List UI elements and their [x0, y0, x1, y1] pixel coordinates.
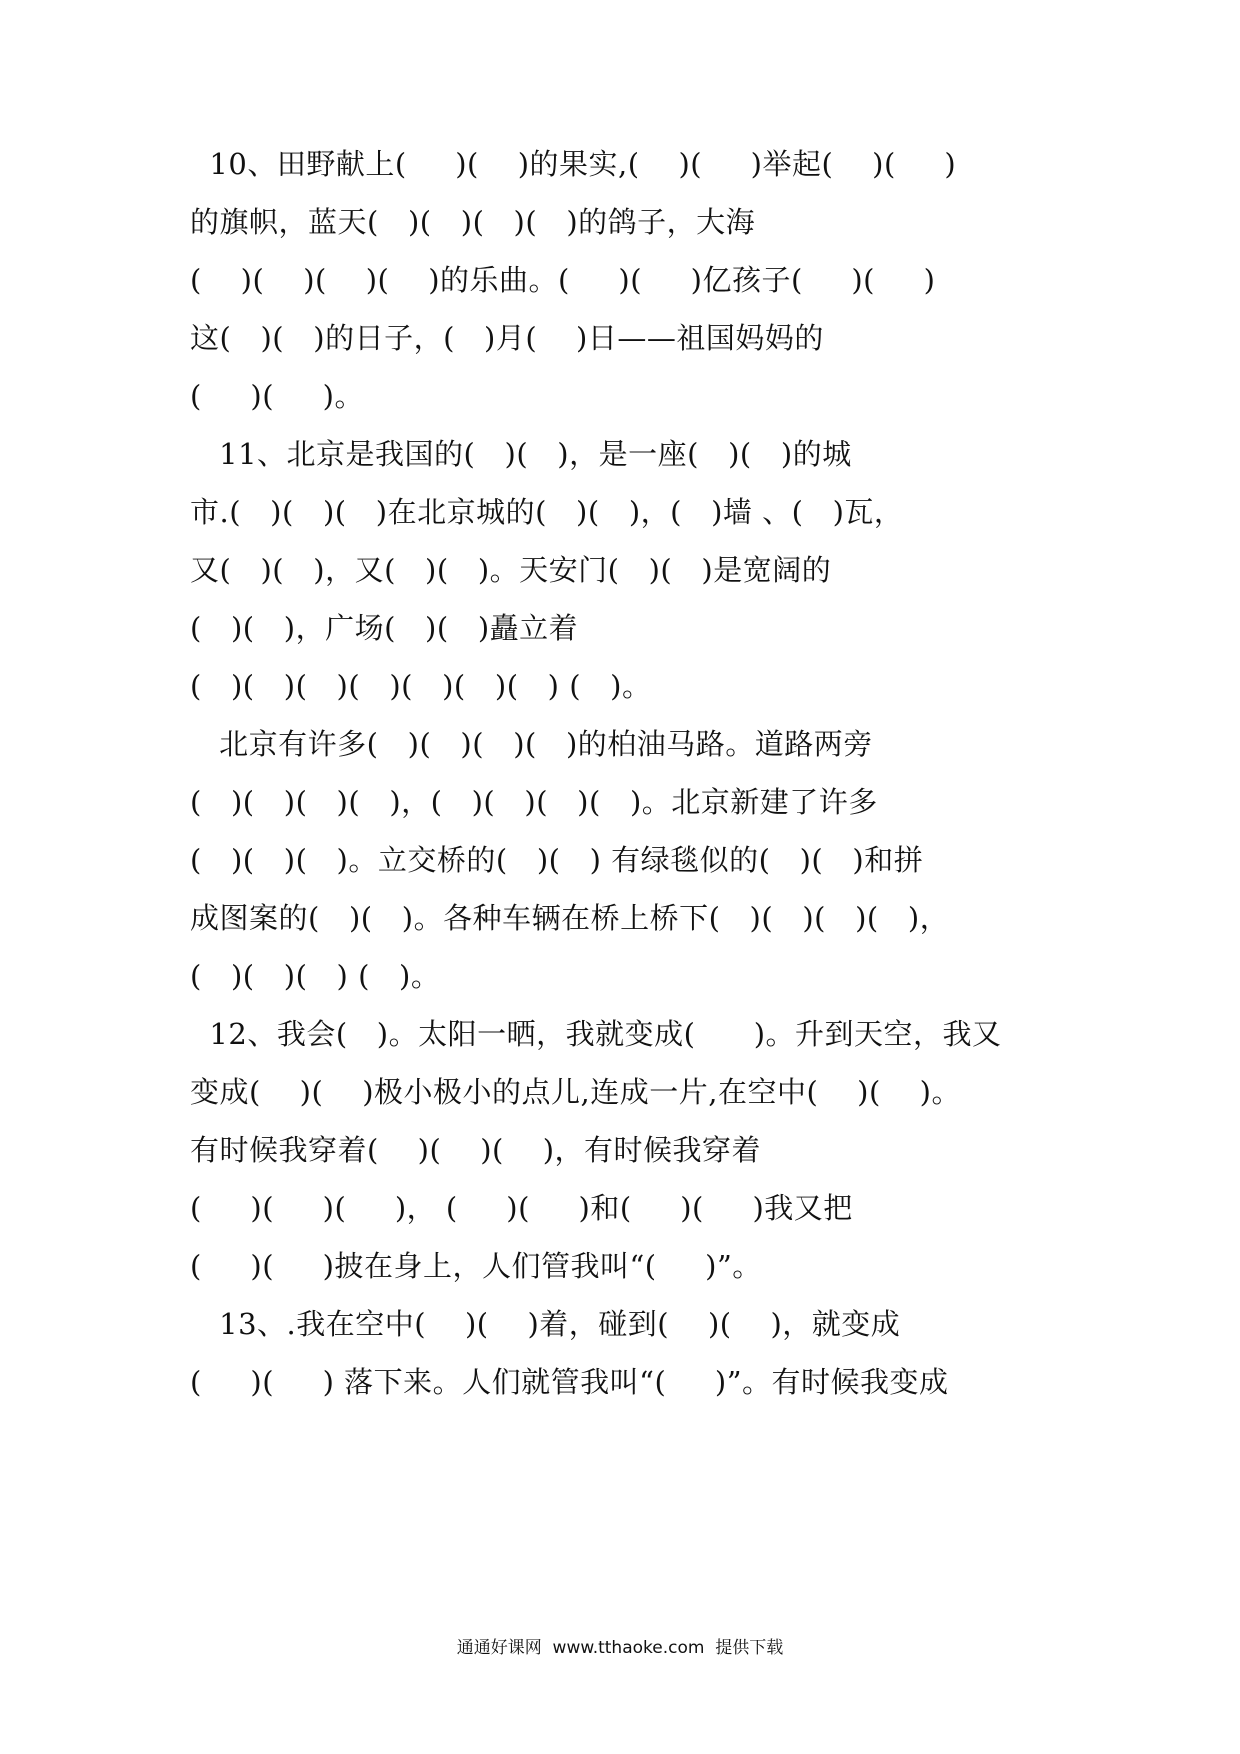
- text-line: 变成( )( )极小极小的点儿,连成一片,在空中( )( )。: [190, 1075, 961, 1109]
- text-line: 北京有许多( )( )( )( )的柏油马路。道路两旁: [190, 727, 873, 761]
- text-line: 市.( )( )( )在北京城的( )( )，( )墙 、( )瓦，: [190, 495, 904, 529]
- text-line: ( )( )( )( )( )( )( ) ( )。: [190, 669, 652, 703]
- text-line: ( )( )( )( )的乐曲。( )( )亿孩子( )( ): [190, 263, 936, 297]
- text-line: ( )( ) 落下来。人们就管我叫“( )”。有时候我变成: [190, 1365, 949, 1399]
- text-line: 10、田野献上( )( )的果实,( )( )举起( )( ): [190, 147, 957, 181]
- text-line: 又( )( )，又( )( )。天安门( )( )是宽阔的: [190, 553, 832, 587]
- text-line: 11、北京是我国的( )( )，是一座( )( )的城: [190, 437, 852, 471]
- text-line: ( )( )( )。立交桥的( )( ) 有绿毯似的( )( )和拼: [190, 843, 924, 877]
- text-line: 成图案的( )( )。各种车辆在桥上桥下( )( )( )( )，: [190, 901, 950, 935]
- text-line: ( )( )( )， ( )( )和( )( )我又把: [190, 1191, 853, 1225]
- text-line: ( )( )。: [190, 379, 364, 413]
- text-line: 的旗帜，蓝天( )( )( )( )的鸽子，大海: [190, 205, 756, 239]
- text-line: ( )( )( )( )，( )( )( )( )。北京新建了许多: [190, 785, 878, 819]
- text-line: ( )( )，广场( )( )矗立着: [190, 611, 579, 645]
- text-line: ( )( )披在身上，人们管我叫“( )”。: [190, 1249, 762, 1283]
- page-footer: 通通好课网 www.tthaoke.com 提供下载: [456, 1638, 784, 1658]
- text-line: 12、我会( )。太阳一晒，我就变成( )。升到天空，我又: [190, 1017, 1002, 1051]
- text-line: 13、.我在空中( )( )着，碰到( )( )，就变成: [190, 1307, 901, 1341]
- text-line: ( )( )( ) ( )。: [190, 959, 441, 993]
- text-line: 有时候我穿着( )( )( )，有时候我穿着: [190, 1133, 762, 1167]
- text-line: 这( )( )的日子，( )月( )日——祖国妈妈的: [190, 321, 824, 355]
